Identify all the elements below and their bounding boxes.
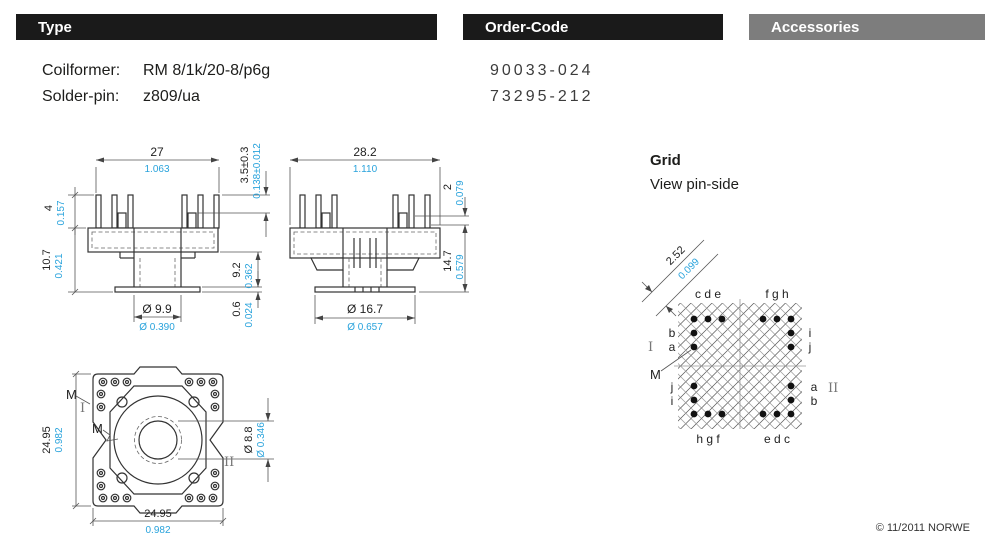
dim-front-h-in: 0.421 — [54, 253, 65, 279]
type-header-label: Type — [38, 18, 72, 36]
accessories-header-label: Accessories — [771, 18, 860, 36]
order-code-value-2: 73295-212 — [490, 88, 594, 105]
marker-roman-ii: II — [224, 455, 235, 470]
grid-marker-roman-ii: II — [828, 381, 839, 396]
dim-diag-width-in: 1.110 — [352, 164, 378, 175]
dim-front-width-in: 1.063 — [144, 164, 170, 175]
dim-front-bore-mm: Ø 9.9 — [142, 302, 172, 316]
dim-bottom-w-in: 0.982 — [145, 525, 171, 536]
grid-label-r1: i — [808, 326, 812, 340]
dim-diag-step-in: 0.079 — [455, 180, 466, 206]
dim-bottom-bore-mm: Ø 8.8 — [243, 426, 255, 454]
dim-front-tube-in: 0.362 — [244, 263, 255, 289]
dim-front-step-mm: 3.5±0.3 — [239, 146, 251, 184]
dim-bottom-bore-in: Ø 0.346 — [256, 422, 267, 458]
grid-label-bottom-right: e d c — [763, 432, 791, 446]
type-header-bar — [16, 14, 437, 40]
grid-marker-m: M — [650, 367, 661, 382]
grid-label-l1: b — [668, 326, 676, 340]
grid-label-l2: a — [668, 340, 676, 354]
marker-roman-i: I — [80, 401, 86, 416]
grid-label-l3: j — [670, 380, 674, 394]
dim-front-h-mm: 10.7 — [41, 249, 53, 271]
front-dim-width — [96, 145, 219, 193]
dim-diag-flange-mm: Ø 16.7 — [346, 302, 384, 316]
dim-diag-width-mm: 28.2 — [353, 145, 377, 159]
grid-title: Grid — [650, 152, 681, 169]
dim-front-plate-mm: 0.6 — [231, 301, 243, 317]
marker-m1: M — [66, 387, 77, 402]
front-view-pins — [96, 195, 219, 228]
order-code-header-label: Order-Code — [485, 18, 569, 36]
marker-m2: M — [92, 421, 103, 436]
grid-label-bottom-left: h g f — [696, 432, 720, 446]
grid-label-top-right: f g h — [765, 287, 789, 301]
grid-marker-roman-i: I — [648, 340, 654, 355]
dim-grid-pitch-in: 0.099 — [676, 256, 702, 282]
bottom-dim-width — [90, 508, 226, 536]
diagonal-view-drawing — [275, 125, 485, 340]
grid-label-r3: a — [810, 380, 818, 394]
copyright-text: © 11/2011 NORWE — [875, 522, 970, 534]
diag-dim-flange — [315, 295, 415, 333]
dim-front-pin-in: 0.157 — [56, 200, 67, 226]
dim-front-pin-mm: 4 — [43, 204, 55, 212]
dim-diag-h-mm: 14.7 — [442, 250, 454, 272]
coilformer-label: Coilformer: — [42, 62, 121, 79]
front-dim-pin — [43, 187, 94, 235]
order-code-value-1: 90033-024 — [490, 62, 594, 79]
diag-view-pins — [300, 195, 430, 228]
grid-subtitle: View pin-side — [650, 176, 739, 193]
dim-bottom-h-mm: 24.95 — [41, 426, 53, 454]
grid-label-r2: j — [808, 340, 812, 354]
dim-front-step-in: 0.138±0.012 — [252, 143, 263, 199]
solder-pin-label: Solder-pin: — [42, 88, 120, 105]
dim-front-width-mm: 27 — [150, 145, 164, 159]
grid-label-l4: i — [670, 394, 674, 408]
grid-label-r4: b — [810, 394, 818, 408]
diag-dim-step — [415, 180, 469, 233]
front-view-body — [88, 228, 218, 292]
dim-grid-pitch-mm: 2.52 — [664, 244, 688, 268]
order-code-header-bar — [463, 14, 723, 40]
solder-pin-value: z809/ua — [143, 88, 200, 105]
front-dim-bore — [134, 295, 181, 333]
diag-dim-width — [290, 145, 440, 225]
dim-bottom-h-in: 0.982 — [54, 427, 65, 453]
accessories-header-bar — [749, 14, 985, 40]
front-dim-step — [198, 143, 270, 237]
grid-label-top-left: c d e — [694, 287, 722, 301]
front-view-drawing — [30, 125, 275, 340]
coilformer-value: RM 8/1k/20-8/p6g — [143, 62, 271, 79]
dim-front-bore-in: Ø 0.390 — [139, 322, 175, 333]
dim-front-plate-in: 0.024 — [244, 302, 255, 328]
dim-diag-step-mm: 2 — [442, 183, 454, 191]
pin-grid-diagram — [628, 240, 860, 458]
front-dim-tube — [202, 252, 262, 289]
diag-view-body — [290, 228, 440, 292]
dim-diag-h-in: 0.579 — [455, 254, 466, 280]
dim-bottom-w-mm: 24.95 — [144, 508, 172, 520]
dim-front-tube-mm: 9.2 — [231, 262, 243, 278]
dim-diag-flange-in: Ø 0.657 — [347, 322, 383, 333]
bottom-view-drawing — [28, 358, 293, 550]
